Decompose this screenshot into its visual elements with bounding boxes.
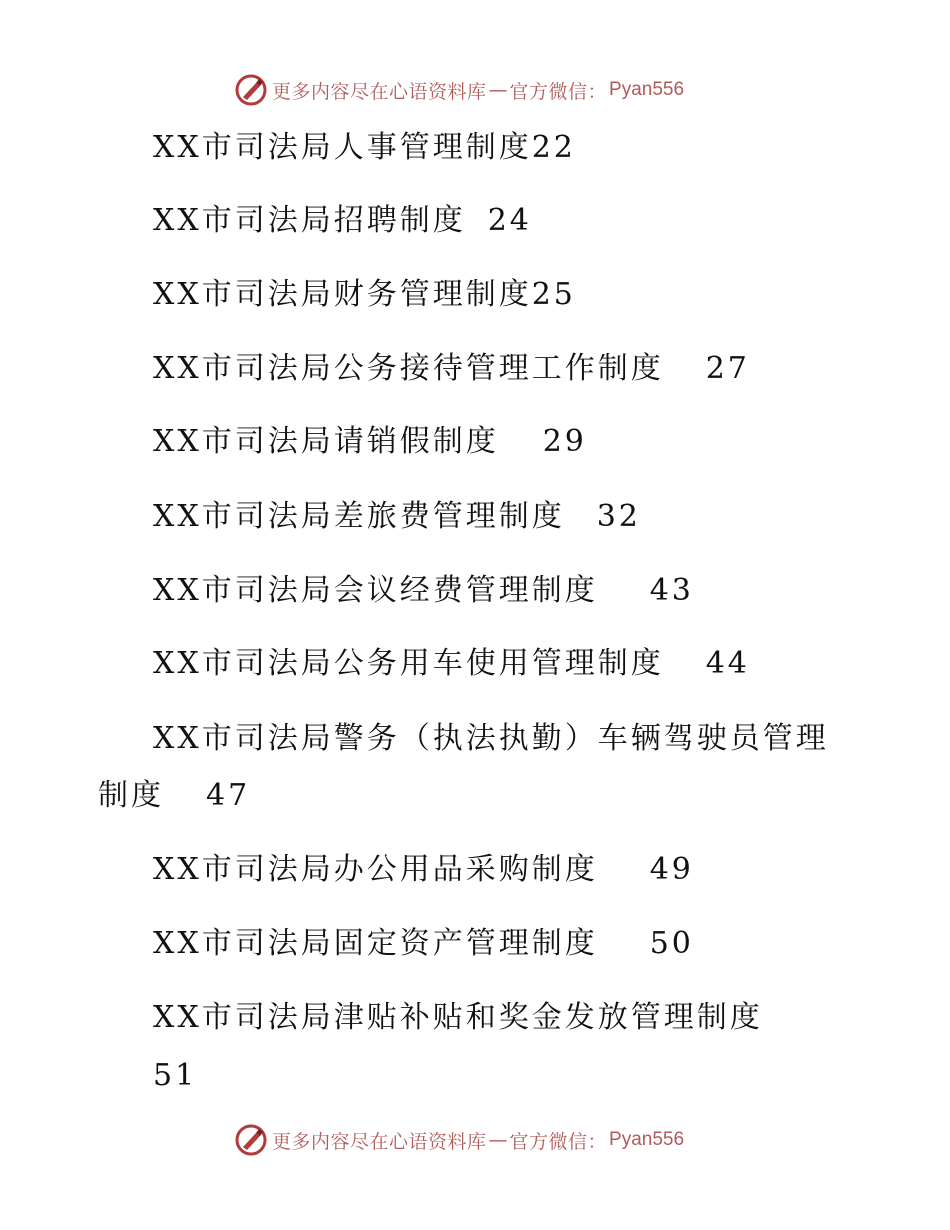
toc-entry-title: XX市司法局公务接待管理工作制度 xyxy=(153,351,664,386)
toc-entry-title: XX市司法局警务（执法执勤）车辆驾驶员管理 xyxy=(153,721,829,756)
toc-entry-title: XX市司法局请销假制度 xyxy=(153,424,499,459)
toc-entry xyxy=(153,128,576,168)
toc-entry-wrapped-line2 xyxy=(153,1056,197,1096)
watermark-banner-top xyxy=(234,72,684,108)
banner-text: 更多内容尽在心语资料库 xyxy=(272,80,487,103)
toc-entry-page: 43 xyxy=(649,573,694,608)
toc-entry xyxy=(153,275,576,315)
toc-entry-title: XX市司法局会议经费管理制度 xyxy=(153,573,598,608)
toc-entry-title: XX市司法局固定资产管理制度 xyxy=(153,926,598,961)
toc-entry-page: 25 xyxy=(531,277,576,312)
toc-entry xyxy=(153,422,587,462)
banner-account: Pyan556 xyxy=(609,79,685,100)
toc-entry xyxy=(153,349,750,389)
brand-logo-icon xyxy=(234,73,268,107)
toc-entry-title: XX市司法局津贴补贴和奖金发放管理制度 xyxy=(153,1000,763,1035)
banner-official-label: 官方微信： xyxy=(509,80,608,103)
toc-entry xyxy=(153,924,694,964)
banner-account: Pyan556 xyxy=(609,1129,685,1150)
toc-entry-title: XX市司法局人事管理制度 xyxy=(153,130,532,165)
toc-entry xyxy=(153,571,694,611)
toc-entry-wrapped-line2 xyxy=(98,776,250,816)
toc-entry-page: 29 xyxy=(542,424,587,459)
banner-separator: — xyxy=(488,79,508,101)
toc-entry-wrapped-line1 xyxy=(153,998,763,1038)
toc-entry-page: 22 xyxy=(531,130,576,165)
toc-entry xyxy=(153,644,750,684)
toc-entry-page: 44 xyxy=(705,646,750,681)
toc-entry-page: 32 xyxy=(596,499,641,534)
banner-official-label: 官方微信： xyxy=(509,1130,608,1153)
banner-separator: — xyxy=(488,1129,508,1151)
brand-logo-icon xyxy=(234,1123,268,1157)
toc-entry-title: XX市司法局公务用车使用管理制度 xyxy=(153,646,664,681)
toc-entry-page: 24 xyxy=(487,203,532,238)
toc-entry-page: 51 xyxy=(153,1058,198,1093)
toc-entry-title-cont: 制度 xyxy=(98,778,164,813)
toc-entry-title: XX市司法局差旅费管理制度 xyxy=(153,499,565,534)
toc-entry xyxy=(153,497,641,537)
toc-entry xyxy=(153,201,532,241)
banner-text: 更多内容尽在心语资料库 xyxy=(272,1130,487,1153)
toc-entry-title: XX市司法局财务管理制度 xyxy=(153,277,532,312)
toc-entry-title: XX市司法局办公用品采购制度 xyxy=(153,852,598,887)
toc-entry xyxy=(153,850,694,890)
watermark-banner-bottom xyxy=(234,1122,684,1158)
toc-entry-wrapped-line1 xyxy=(153,719,829,759)
toc-entry-page: 47 xyxy=(206,778,251,813)
toc-entry-page: 27 xyxy=(705,351,750,386)
toc-entry-page: 50 xyxy=(649,926,694,961)
toc-entry-page: 49 xyxy=(649,852,694,887)
toc-entry-title: XX市司法局招聘制度 xyxy=(153,203,466,238)
